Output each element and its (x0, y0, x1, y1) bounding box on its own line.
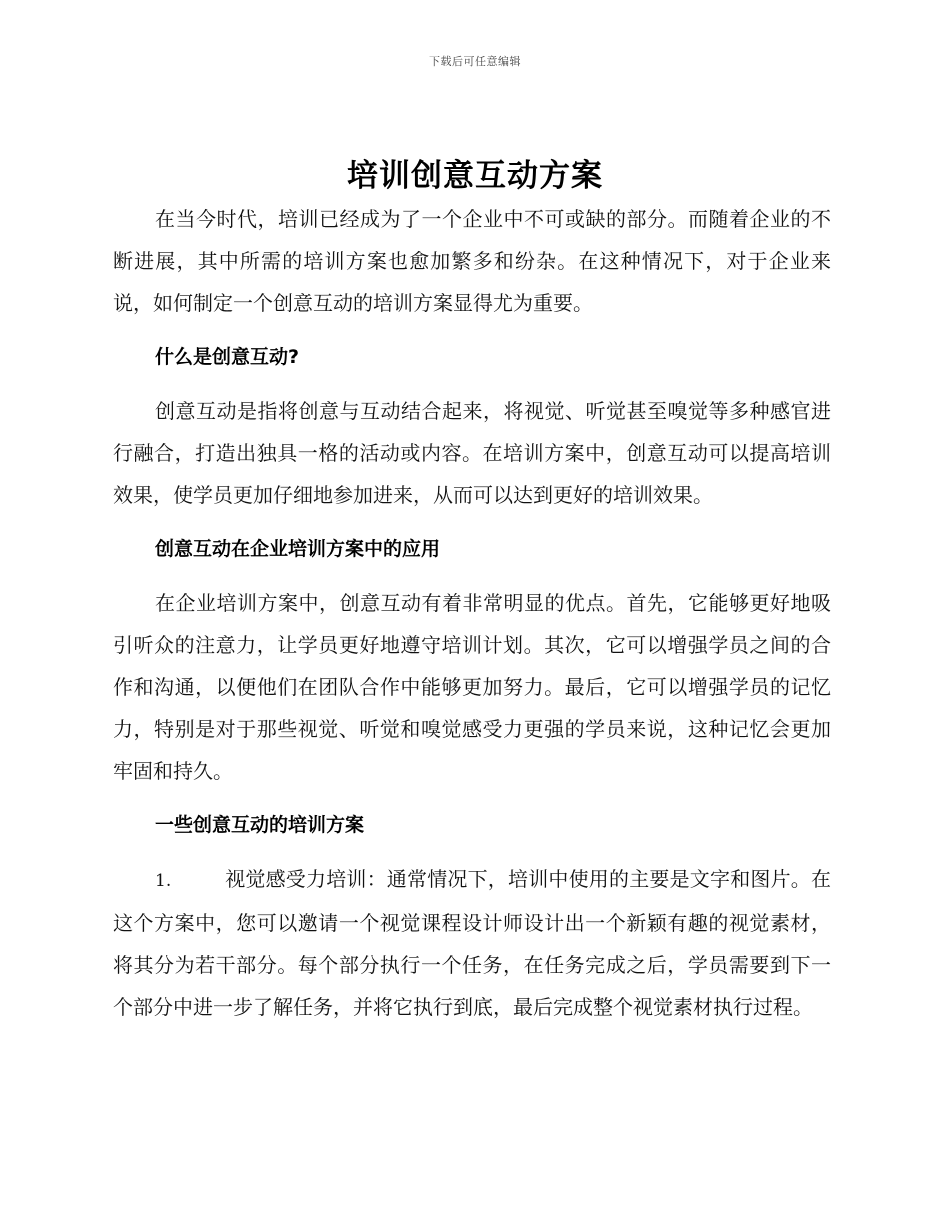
section-heading-what-is: 什么是创意互动? (155, 346, 300, 368)
document-body (113, 198, 831, 1028)
list-item-number: 1. (155, 871, 172, 891)
page-header-note: 下载后可任意编辑 (429, 55, 521, 68)
intro-paragraph: 在当今时代，培训已经成为了一个企业中不可或缺的部分。而随着企业的不断进展，其中所需的培训方案也愈加繁多和纷杂。在这种情况下，对于企业来说，如何制定一个创意互动的培训方案显得尤为重要。 (113, 207, 831, 315)
section-paragraph-application: 在企业培训方案中，创意互动有着非常明显的优点。首先，它能够更好地吸引听众的注意力，让学员更好地遵守培训计划。其次，它可以增强学员之间的合作和沟通，以便他们在团队合作中能够更加努力。最后，它可以增强学员的记忆力，特别是对于那些视觉、听觉和嗅觉感受力更强的学员来说，这种记忆会更加牢固和持久。 (113, 591, 831, 783)
section-paragraph-what-is: 创意互动是指将创意与互动结合起来，将视觉、听觉甚至嗅觉等多种感官进行融合，打造出独具一格的活动或内容。在培训方案中，创意互动可以提高培训效果，使学员更加仔细地参加进来，从而可以达到更好的培训效果。 (113, 399, 831, 507)
document-title: 培训创意互动方案 (347, 158, 603, 194)
list-item-text: 视觉感受力培训：通常情况下，培训中使用的主要是文字和图片。在这个方案中，您可以邀请一个视觉课程设计师设计出一个新颖有趣的视觉素材，将其分为若干部分。每个部分执行一个任务，在任务完成之后，学员需要到下一个部分中进一步了解任务，并将它执行到底，最后完成整个视觉素材执行过程。 (113, 867, 831, 1019)
list-item (113, 858, 831, 1028)
section-heading-plans: 一些创意互动的培训方案 (155, 814, 365, 836)
section-heading-application: 创意互动在企业培训方案中的应用 (155, 538, 441, 560)
